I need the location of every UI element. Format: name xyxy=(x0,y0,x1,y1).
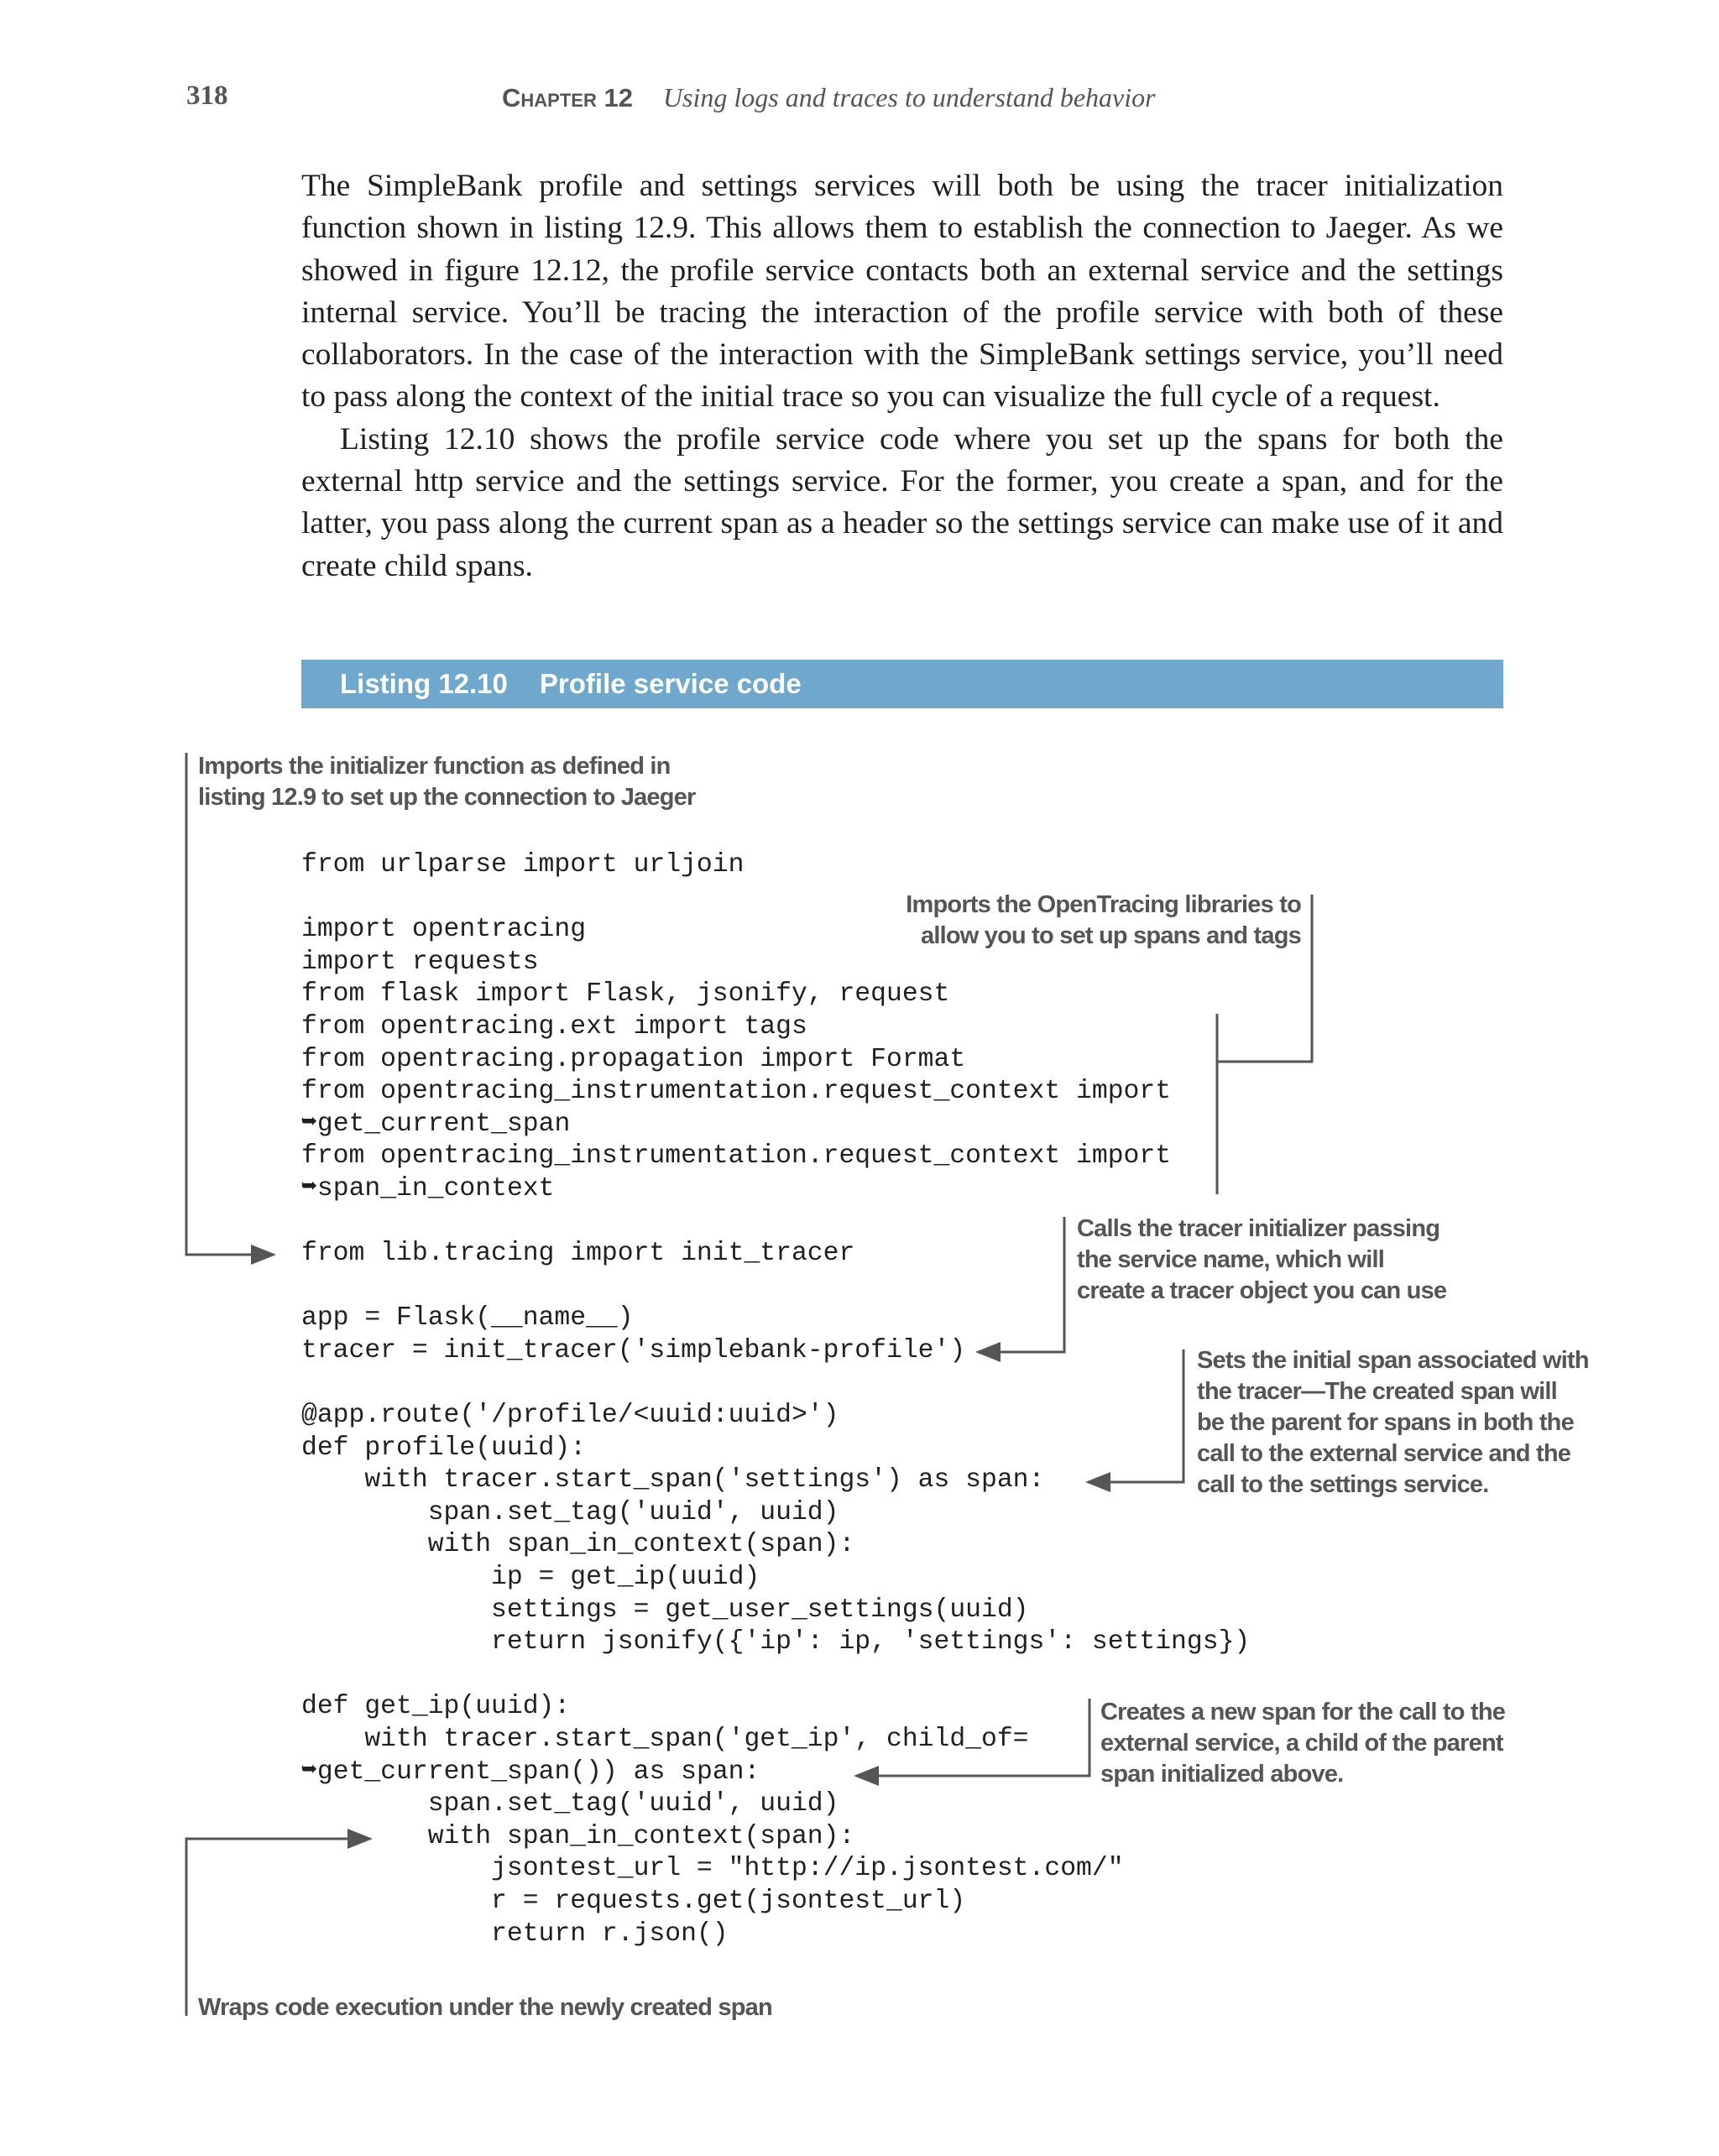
annotation-child-span: Creates a new span for the call to the external service, a child of the parent span initialized above. xyxy=(1100,1699,1506,1788)
chapter-label: Chapter 12 xyxy=(502,83,633,112)
annotation-tracer-init: Calls the tracer initializer passing the service name, which will create a tracer object you can use xyxy=(1077,1215,1447,1304)
page-number: 318 xyxy=(186,81,228,111)
paragraph: The SimpleBank profile and settings services will both be using the tracer initialization function shown in listing 12.9. This allows them to establish the connection to Jaeger. As we showed in figure 12.12, the profile service contacts both an external service and the settings internal service. You’ll be tracing the interaction of the profile service with both of these collaborators. In the case of the interaction with the SimpleBank settings service, you’ll need to pass along the context of the initial trace so you can visualize the full cycle of a request. xyxy=(301,169,1503,415)
annotation-initializer-import: Imports the initializer function as defined in listing 12.9 to set up the connection to Jaeger xyxy=(198,753,696,811)
callout-initializer-import xyxy=(186,753,274,1255)
chapter-title: Using logs and traces to understand behavior xyxy=(662,82,1156,112)
callout-child-span xyxy=(856,1699,1089,1776)
annotation-wraps-execution: Wraps code execution under the newly created span xyxy=(198,1994,772,2021)
callout-initial-span xyxy=(1088,1349,1183,1482)
callout-wraps-execution xyxy=(186,1839,370,2016)
listing-title: Profile service code xyxy=(539,668,802,699)
annotation-opentracing-imports: Imports the OpenTracing libraries to allow you to set up spans and tags xyxy=(906,891,1301,949)
code-listing: from urlparse import urljoin import opentracing import requests from flask import Flask, jsonify, request from opentracing.ext import tags from opentracing.propagation import Format from opentracing_instrumentation.request_context import ➥get_current_span from opentracing_instrumentation.request_context import ➥span_in_context from lib.tracing import init_tracer app = Flask(__name__) tracer = init_tracer('simplebank-profile') @app.route('/profile/<uuid:uuid>') def profile(uuid): with tracer.start_span('settings') as span: span.set_tag('uuid', uuid) with span_in_context(span): ip = get_ip(uuid) settings = get_user_settings(uuid) return jsonify({'ip': ip, 'settings': settings}) def get_ip(uuid): with tracer.start_span('get_ip', child_of= ➥get_current_span()) as span: span.set_tag('uuid', uuid) with span_in_context(span): jsontest_url = "http://ip.jsontest.com/" r = requests.get(jsontest_url) return r.json() xyxy=(301,850,1251,1949)
paragraph: Listing 12.10 shows the profile service code where you set up the spans for both the external http service and the settings service. For the former, you create a span, and for the latter, you pass along the current span as a header so the settings service can make use of it and create child spans. xyxy=(301,421,1503,583)
listing-label: Listing 12.10 xyxy=(340,668,508,699)
callout-opentracing-imports xyxy=(1217,895,1312,1194)
annotation-initial-span: Sets the initial span associated with the tracer—The created span will be the parent for spans in both the call to the external service and the call to the settings service. xyxy=(1197,1347,1589,1498)
callout-tracer-init xyxy=(978,1217,1064,1352)
